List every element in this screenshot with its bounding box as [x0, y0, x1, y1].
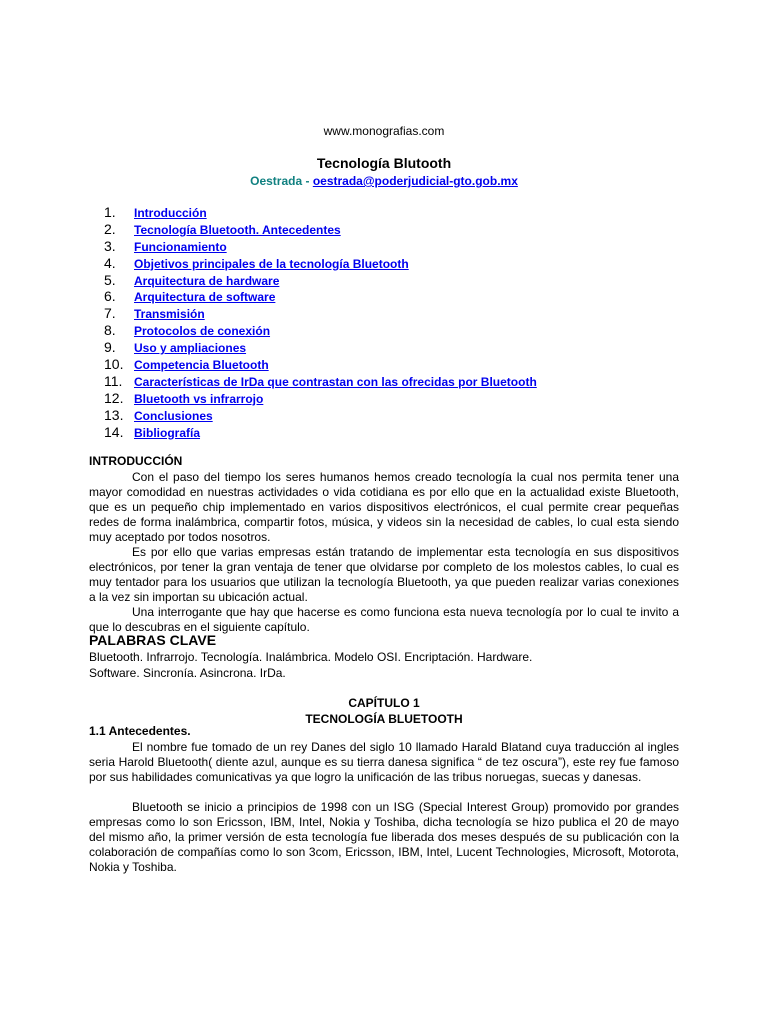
keywords-line-2: Software. Sincronía. Asincrona. IrDa. — [89, 665, 286, 680]
toc-link-transmision[interactable]: Transmisión — [134, 307, 205, 322]
toc-item — [104, 373, 537, 390]
toc-link-arquitectura-software[interactable]: Arquitectura de software — [134, 290, 276, 305]
intro-paragraph-3: Una interrogante que hay que hacerse es como funciona esta nueva tecnología por lo cual te invito a que lo descubras en el siguiente capítulo. — [89, 605, 679, 634]
toc-item — [104, 339, 537, 356]
keywords-heading: PALABRAS CLAVE — [89, 632, 217, 648]
section-paragraph-1: El nombre fue tomado de un rey Danes del siglo 10 llamado Harald Blatand cuya traducción al ingles seria Harold Bluetooth( diente azul, aunque es su tierra danesa significa “ de tez oscura”), este rey fue famoso por sus habilidades comunicativas ya que logro la unificación de las tribus noruegas, suecas y danesas. — [89, 740, 679, 784]
toc-number: 3. — [104, 237, 116, 254]
toc-number: 10. — [104, 356, 124, 373]
toc-number: 7. — [104, 305, 116, 322]
toc-link-caracteristicas-irda[interactable]: Características de IrDa que contrastan con las ofrecidas por Bluetooth — [134, 374, 537, 389]
toc-number: 6. — [104, 288, 116, 305]
toc-number: 5. — [104, 271, 116, 288]
toc-link-arquitectura-hardware[interactable]: Arquitectura de hardware — [134, 273, 280, 288]
site-url: www.monografias.com — [323, 124, 445, 138]
toc-link-conclusiones[interactable]: Conclusiones — [134, 408, 213, 423]
toc-number: 14. — [104, 423, 124, 440]
toc-link-introduccion[interactable]: Introducción — [134, 206, 207, 220]
keywords-list — [89, 650, 532, 681]
chapter-title: TECNOLOGÍA BLUETOOTH — [305, 711, 463, 726]
toc-number: 9. — [104, 339, 116, 356]
keywords-line-1: Bluetooth. Infrarrojo. Tecnología. Inalámbrica. Modelo OSI. Encriptación. Hardware. — [89, 650, 533, 664]
toc-link-protocolos[interactable]: Protocolos de conexión — [134, 324, 271, 339]
toc-link-objetivos[interactable]: Objetivos principales de la tecnología Bluetooth — [134, 256, 409, 271]
toc-item — [104, 221, 537, 238]
section-paragraph-2: Bluetooth se inicio a principios de 1998 con un ISG (Special Interest Group) promovido por grandes empresas como lo son Ericsson, IBM, Intel, Nokia y Toshiba, dicha tecnología se hizo publica el 20 de mayo del mismo año, la primer versión de esta tecnología fue liberada dos meses después de su publicación con la colaboración de compañías como lo son 3com, Ericsson, IBM, Intel, Lucent Technologies, Microsoft, Motorota, Nokia y Toshiba. — [89, 800, 679, 874]
toc-item — [104, 288, 537, 305]
author-name: Oestrada — [250, 174, 303, 188]
toc-item — [104, 255, 537, 272]
author-line — [0, 174, 768, 188]
toc-number: 11. — [104, 372, 123, 389]
page-title: Tecnología Blutooth — [316, 155, 452, 171]
intro-paragraph-1: Con el paso del tiempo los seres humanos hemos creado tecnología la cual nos permita tener una mayor comodidad en nuestras actividades o vida cotidiana es por ello que en la actualidad existe Bluetooth, que es un pequeño chip implementado en varios dispositivos electrónicos, el cual permite crear pequeñas redes de forma inalámbrica, compartir fotos, música, y videos sin la necesidad de cables, lo cual esta siendo muy aceptado por todos nosotros. — [89, 470, 679, 544]
toc-item — [104, 204, 537, 221]
toc-item — [104, 407, 537, 424]
author-separator: - — [302, 174, 313, 188]
toc-number: 4. — [104, 254, 116, 271]
toc-link-bibliografia[interactable]: Bibliografía — [134, 425, 201, 440]
toc-link-competencia[interactable]: Competencia Bluetooth — [134, 358, 269, 373]
toc-link-funcionamiento[interactable]: Funcionamiento — [134, 239, 227, 254]
toc-item — [104, 424, 537, 441]
toc-number: 2. — [104, 220, 116, 237]
toc-item — [104, 390, 537, 407]
toc-item — [104, 272, 537, 289]
section-heading: 1.1 Antecedentes. — [89, 724, 191, 738]
table-of-contents — [104, 204, 537, 440]
toc-link-antecedentes[interactable]: Tecnología Bluetooth. Antecedentes — [134, 222, 341, 237]
toc-number: 1. — [104, 204, 116, 220]
toc-item — [104, 305, 537, 322]
chapter-heading — [0, 696, 768, 727]
toc-link-bluetooth-vs-infrarrojo[interactable]: Bluetooth vs infrarrojo — [134, 391, 264, 406]
toc-number: 8. — [104, 322, 116, 339]
toc-item — [104, 322, 537, 339]
author-email-link[interactable]: oestrada@poderjudicial-gto.gob.mx — [312, 174, 518, 188]
chapter-label: CAPÍTULO 1 — [348, 696, 420, 710]
toc-number: 12. — [104, 389, 124, 406]
intro-paragraph-2: Es por ello que varias empresas están tratando de implementar esta tecnología en sus dispositivos electrónicos, por tener la gran ventaja de tener que olvidarse por completo de los molestos cables, lo cual es muy tentador para los usuarios que utilizan la tecnología Bluetooth, ya que pueden realizar varias conexiones a la vez sin importan su ubicación actual. — [89, 545, 679, 604]
toc-link-uso-ampliaciones[interactable]: Uso y ampliaciones — [134, 341, 247, 356]
toc-item — [104, 356, 537, 373]
toc-item — [104, 238, 537, 255]
toc-number: 13. — [104, 406, 124, 423]
intro-heading: INTRODUCCIÓN — [89, 454, 183, 468]
